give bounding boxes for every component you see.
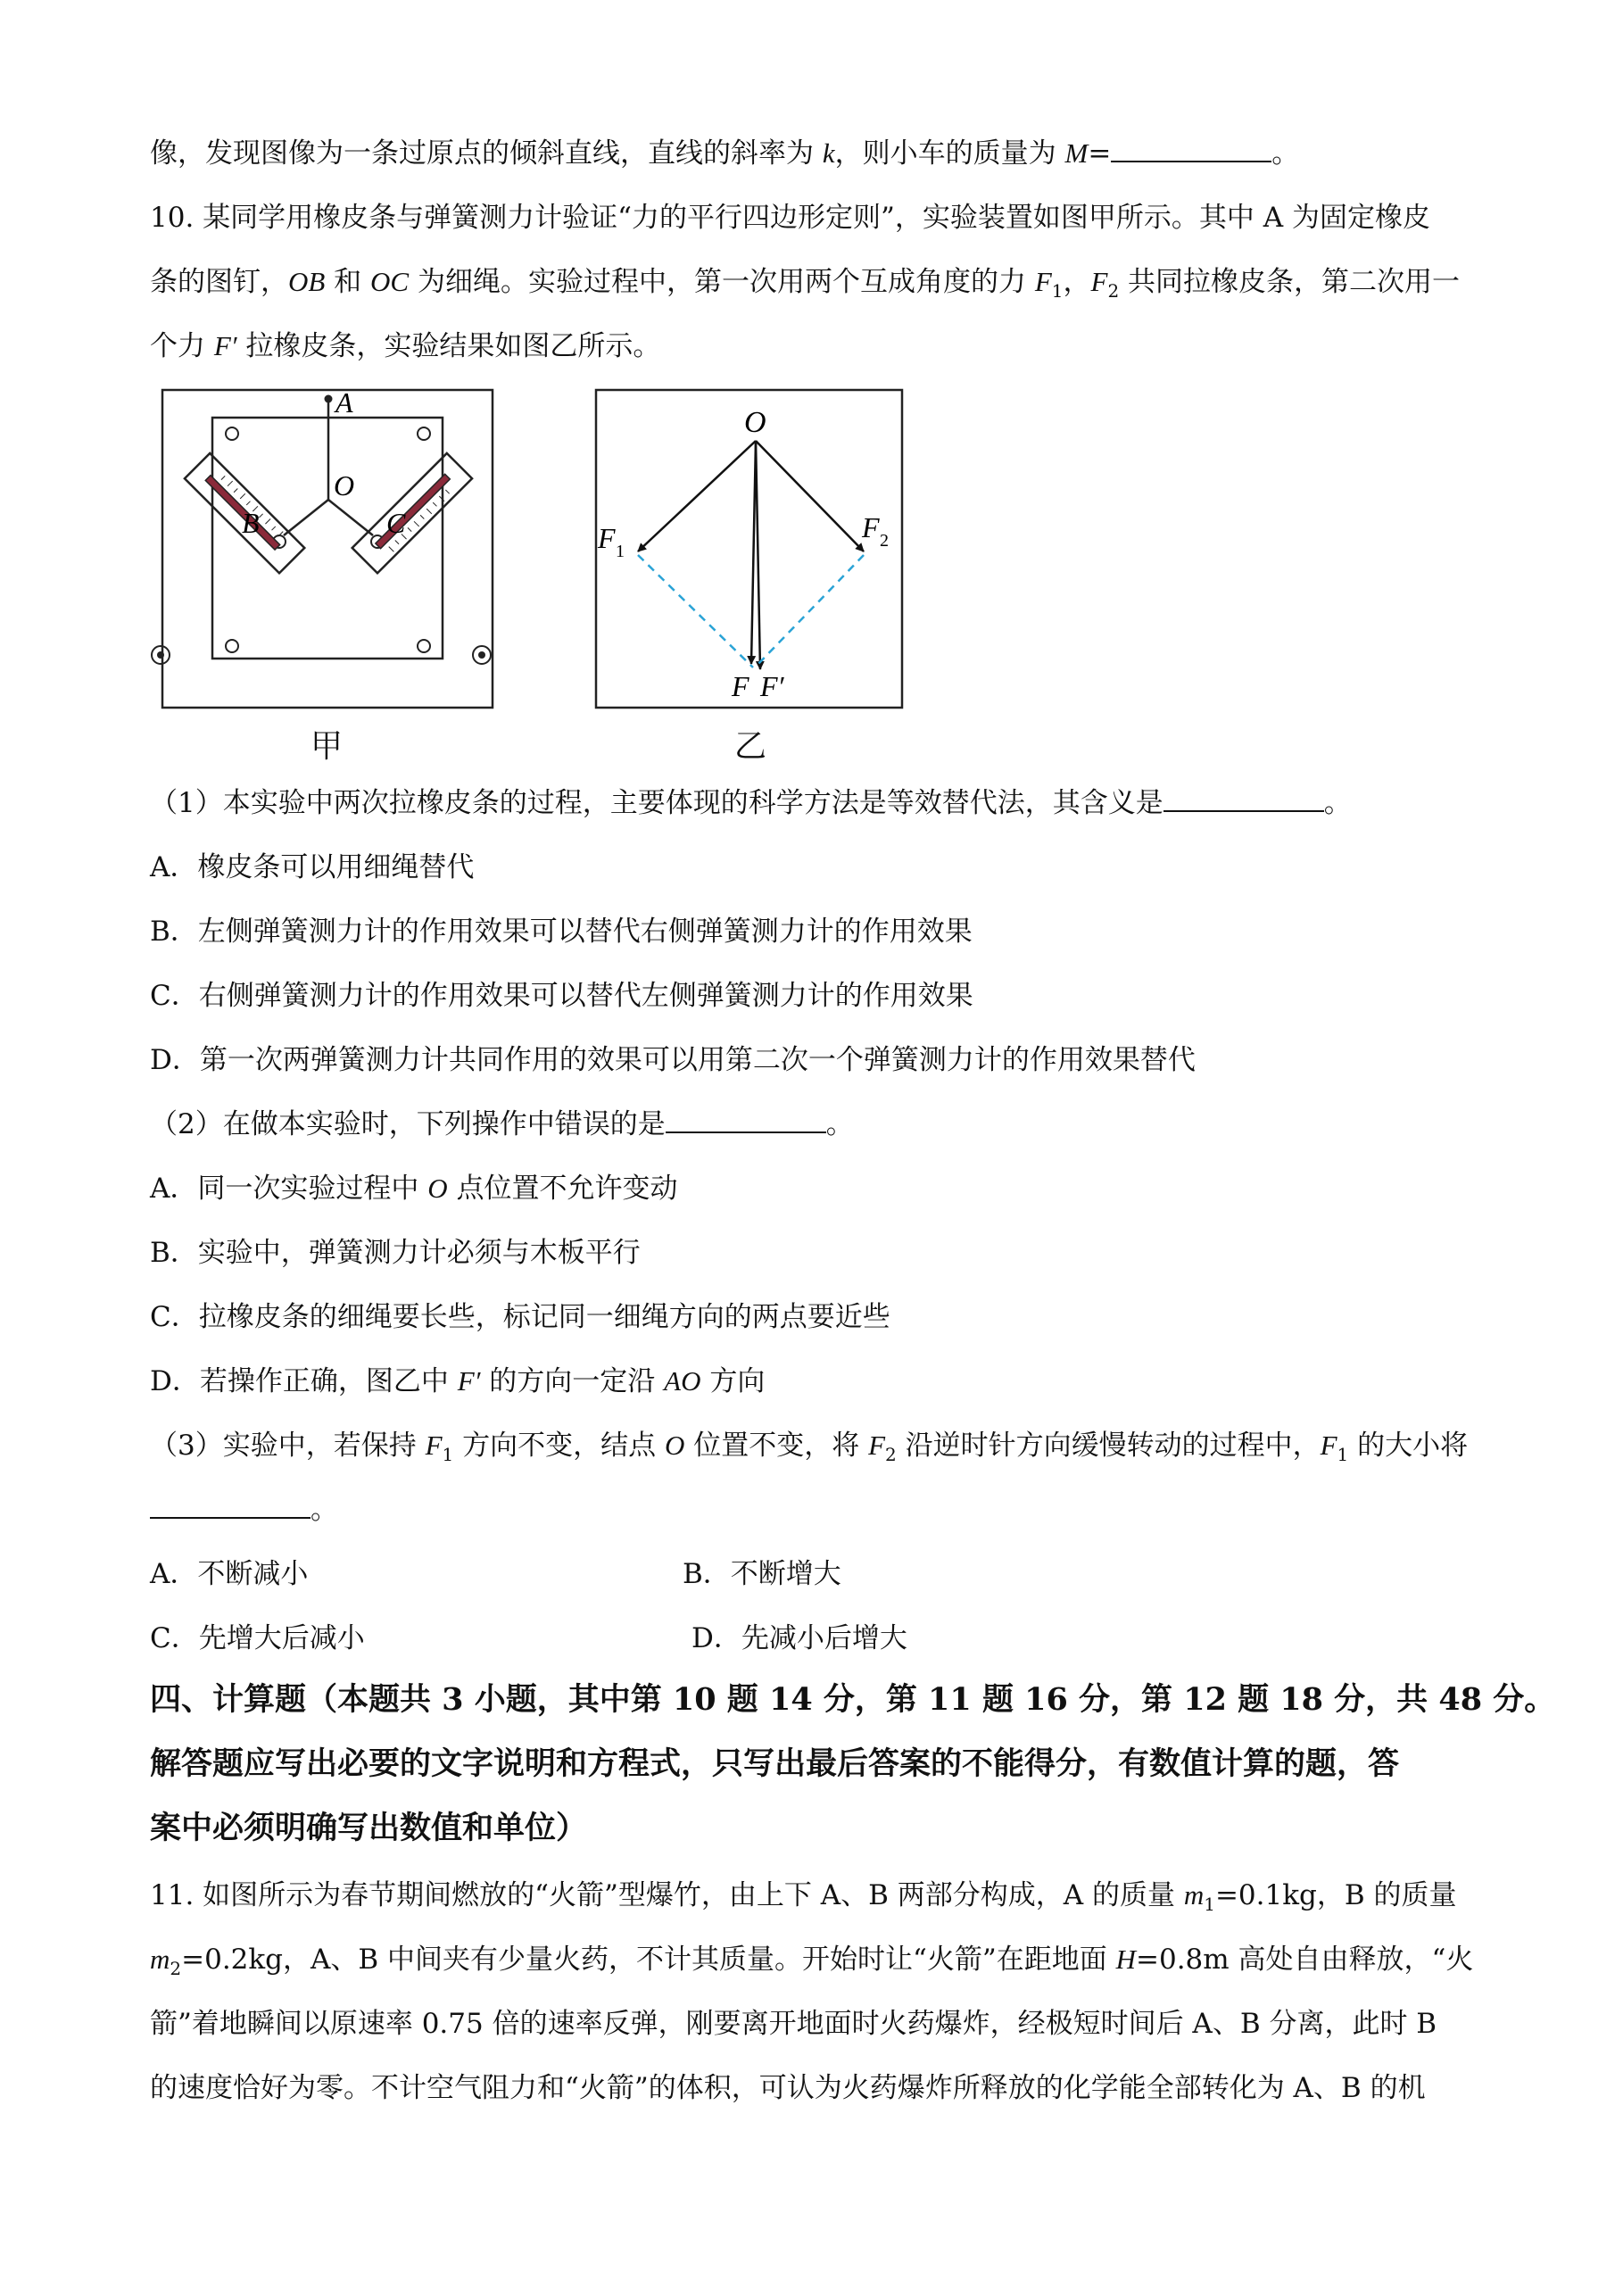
text: 为细绳。实验过程中，第一次用两个互成角度的力 [409,266,1035,298]
text: 的大小将 [1348,1430,1469,1462]
figure-yi-caption: 乙 [734,728,767,765]
text: 的方向一定沿 [480,1365,665,1397]
text: =0.1kg，B 的质量 [1214,1879,1457,1911]
answer-blank[interactable] [1163,787,1324,812]
text: 和 [325,266,371,298]
q10-line-1 [150,200,1430,236]
text: A．同一次实验过程中 [150,1173,428,1205]
q2-option-A[interactable] [150,1171,678,1206]
label-C: C [386,507,406,539]
label-F1: F [598,522,616,554]
text: 。 [1271,137,1300,170]
q10-line-3 [150,328,660,364]
text: D．若操作正确，图乙中 [150,1365,458,1397]
q10-line-2 [150,264,1460,309]
text: = [1088,137,1112,170]
section4-heading-1: 四、计算题（本题共 3 小题，其中第 10 题 14 分，第 11 题 16 分，第 12 题 18 分，共 48 分。 [150,1681,1556,1718]
answer-blank[interactable] [1111,137,1271,162]
q1-option-C[interactable]: C．右侧弹簧测力计的作用效果可以替代左侧弹簧测力计的作用效果 [150,980,973,1012]
var-OB: OB [288,266,326,297]
text: 11. 如图所示为春节期间燃放的“火箭”型爆竹，由上下 A、B 两部分构成，A 的质量 [150,1879,1184,1911]
q2-stem [150,1107,854,1142]
text: 。 [825,1108,854,1140]
label-F: F [732,670,749,702]
var-H: H [1115,1944,1136,1975]
text: 方向 [700,1365,766,1397]
text: （1）本实验中两次拉橡皮条的过程，主要体现的科学方法是等效替代法，其含义是 [150,787,1163,819]
var-O: O [427,1173,448,1204]
q3-option-A[interactable]: A．不断减小 [150,1558,309,1590]
q1-stem [150,785,1352,821]
text-line-1 [150,136,1299,171]
text: （2）在做本实验时，下列操作中错误的是 [150,1108,666,1140]
q2-option-C[interactable]: C．拉橡皮条的细绳要长些，标记同一细绳方向的两点要近些 [150,1301,890,1333]
text: ，则小车的质量为 [834,137,1065,170]
text: =0.8m 高处自由释放，“火 [1136,1944,1474,1976]
label-O: O [744,406,766,439]
q1-option-A[interactable]: A．橡皮条可以用细绳替代 [150,851,475,883]
sub: 2 [170,1958,182,1980]
q11-line-3: 箭”着地瞬间以原速率 0.75 倍的速率反弹，刚要离开地面时火药爆炸，经极短时间后 A、B 分离，此时 B [150,2008,1437,2040]
sub: 1 [1204,1894,1215,1916]
q1-option-B[interactable]: B．左侧弹簧测力计的作用效果可以替代右侧弹簧测力计的作用效果 [150,916,973,948]
label-Fprime: F′ [760,670,784,702]
q1-option-D[interactable]: D．第一次两弹簧测力计共同作用的效果可以用第二次一个弹簧测力计的作用效果替代 [150,1044,1196,1076]
var-OC: OC [370,266,410,297]
sub: 1 [1337,1444,1349,1466]
text: 。 [311,1494,338,1526]
q11-line-4: 的速度恰好为零。不计空气阻力和“火箭”的体积，可认为火药爆炸所释放的化学能全部转化为 A、B 的机 [150,2072,1426,2104]
var-AO: AO [664,1365,701,1397]
var-Fprime: F′ [457,1365,481,1397]
figure-jia-caption: 甲 [311,728,344,765]
text: 拉橡皮条，实验结果如图乙所示。 [236,330,661,362]
var-F1: F [425,1430,443,1461]
var-m1: m [1183,1879,1205,1911]
sub: 2 [1107,280,1120,303]
q11-line-1 [150,1877,1457,1922]
label-O: O [334,469,355,501]
figure-jia [150,385,498,716]
var-F2: F [868,1430,886,1461]
q2-option-B[interactable]: B．实验中，弹簧测力计必须与木板平行 [150,1237,641,1269]
text: =0.2kg，A、B 中间夹有少量火药，不计其质量。开始时让“火箭”在距地面 [181,1944,1116,1976]
text: 共同拉橡皮条，第二次用一 [1119,266,1461,298]
label-F1-sub: 1 [616,542,625,561]
q3-option-B[interactable]: B．不断增大 [683,1558,841,1590]
section4-heading-3: 案中必须明确写出数值和单位） [150,1810,588,1846]
text: 位置不变，将 [684,1430,869,1462]
q3-stem [150,1428,1468,1472]
var-O: O [664,1430,685,1461]
text: 方向不变，结点 [453,1430,665,1462]
var-F1: F [1034,266,1052,297]
text: 点位置不允许变动 [447,1173,678,1205]
sub: 1 [1051,280,1064,303]
var-M: M [1064,137,1089,169]
text: 沿逆时针方向缓慢转动的过程中， [896,1430,1321,1462]
q11-line-2 [150,1942,1473,1986]
q3-option-C[interactable]: C．先增大后减小 [150,1622,365,1654]
label-B: B [242,507,260,539]
var-Fprime: F′ [213,330,237,361]
sub: 1 [442,1444,454,1466]
section4-heading-2: 解答题应写出必要的文字说明和方程式，只写出最后答案的不能得分，有数值计算的题，答 [150,1745,1400,1782]
text: 个力 [150,330,214,362]
label-F2: F [862,511,880,543]
figure-yi [589,385,912,716]
var-k: k [822,137,835,169]
text: 像，发现图像为一条过原点的倾斜直线，直线的斜率为 [150,137,823,170]
text: 10. 某同学用橡皮条与弹簧测力计验证“力的平行四边形定则”，实验装置如图甲所示。其中 A 为固定橡皮 [150,202,1430,234]
text: （3）实验中，若保持 [150,1430,426,1462]
answer-blank[interactable] [150,1494,311,1519]
text: 。 [1323,787,1352,819]
q3-option-D[interactable]: D．先减小后增大 [691,1622,907,1654]
label-A: A [335,386,353,419]
text: 条的图钉， [150,266,288,298]
var-m2: m [150,1944,170,1975]
var-F1: F [1320,1430,1337,1461]
sub: 2 [885,1444,897,1466]
var-F2: F [1090,266,1108,297]
q3-stem-cont [150,1492,338,1528]
answer-blank[interactable] [666,1108,826,1133]
q2-option-D[interactable] [150,1364,765,1399]
label-F2-sub: 2 [880,531,889,551]
text: ， [1063,266,1091,298]
